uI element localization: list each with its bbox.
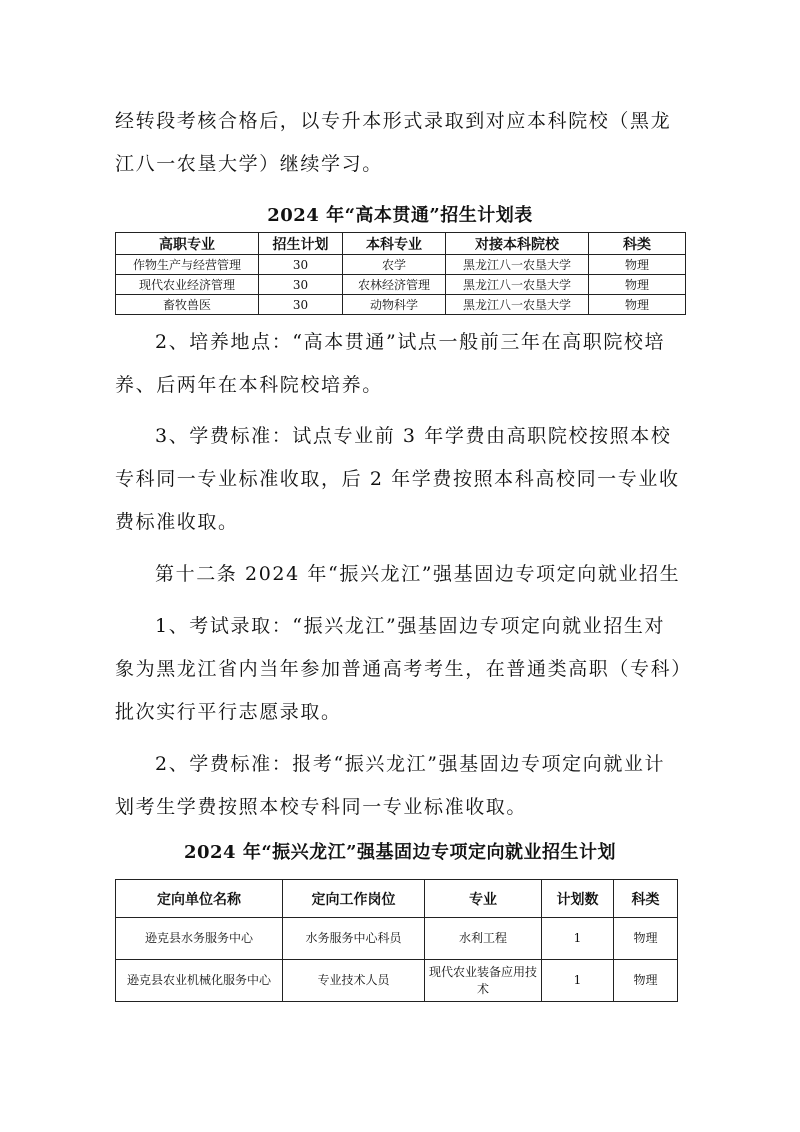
- table-cell: 30: [259, 255, 343, 275]
- table-row: [116, 255, 686, 275]
- header-cell: 对接本科院校: [446, 233, 589, 255]
- paragraph-training-location: 2、培养地点：“高本贯通”试点一般前三年在高职院校培养、后两年在本科院校培养。: [115, 331, 666, 396]
- table-cell: 1: [542, 960, 614, 1002]
- paragraph-exam-admission: 1、考试录取：“振兴龙江”强基固边专项定向就业招生对象为黑龙江省内当年参加普通高考考生，在普通类高职（专科）批次实行平行志愿录取。: [115, 615, 683, 723]
- table-cell: 物理: [589, 275, 686, 295]
- table-cell: 黑龙江八一农垦大学: [446, 295, 589, 315]
- table-cell: 动物科学: [343, 295, 446, 315]
- gaoben-plan-table: [115, 232, 686, 315]
- table-cell: 作物生产与经营管理: [116, 255, 259, 275]
- table-cell: 现代农业装备应用技术: [425, 960, 542, 1002]
- table-cell: 物理: [589, 295, 686, 315]
- table-cell: 农学: [343, 255, 446, 275]
- table-cell: 专业技术人员: [283, 960, 425, 1002]
- paragraph-transfer-study: 经转段考核合格后，以专升本形式录取到对应本科院校（黑龙江八一农垦大学）继续学习。: [115, 110, 672, 175]
- table-cell: 逊克县农业机械化服务中心: [116, 960, 283, 1002]
- table-row: [116, 918, 678, 960]
- table-cell: 30: [259, 275, 343, 295]
- zhenxing-plan-table: [115, 879, 678, 1002]
- table-cell: 物理: [614, 918, 678, 960]
- header-cell: 专业: [425, 880, 542, 918]
- paragraph-tuition-standard: 3、学费标准：试点专业前 3 年学费由高职院校按照本校专科同一专业标准收取，后 2 年学费按照本科高校同一专业收费标准收取。: [115, 425, 680, 533]
- table-cell: 畜牧兽医: [116, 295, 259, 315]
- table-cell: 黑龙江八一农垦大学: [446, 255, 589, 275]
- header-cell: 本科专业: [343, 233, 446, 255]
- table-row: [116, 275, 686, 295]
- table-header-row: [116, 880, 678, 918]
- table-header-row: [116, 233, 686, 255]
- table2-title: 2024 年“振兴龙江”强基固边专项定向就业招生计划: [183, 842, 617, 863]
- header-cell: 计划数: [542, 880, 614, 918]
- table-cell: 水务服务中心科员: [283, 918, 425, 960]
- paragraph-tuition-standard-2: 2、学费标准：报考“振兴龙江”强基固边专项定向就业计划考生学费按照本校专科同一专业标准收取。: [115, 753, 666, 818]
- header-cell: 科类: [614, 880, 678, 918]
- header-cell: 定向单位名称: [116, 880, 283, 918]
- table-cell: 物理: [614, 960, 678, 1002]
- table-cell: 现代农业经济管理: [116, 275, 259, 295]
- table-cell: 水利工程: [425, 918, 542, 960]
- table1-title: 2024 年“高本贯通”招生计划表: [267, 205, 533, 226]
- header-cell: 高职专业: [116, 233, 259, 255]
- table-row: [116, 960, 678, 1002]
- header-cell: 科类: [589, 233, 686, 255]
- header-cell: 定向工作岗位: [283, 880, 425, 918]
- article-twelve-heading: 第十二条 2024 年“振兴龙江”强基固边专项定向就业招生: [155, 563, 681, 585]
- table-row: [116, 295, 686, 315]
- table-cell: 黑龙江八一农垦大学: [446, 275, 589, 295]
- table-cell: 30: [259, 295, 343, 315]
- table-cell: 逊克县水务服务中心: [116, 918, 283, 960]
- table-cell: 1: [542, 918, 614, 960]
- table-cell: 物理: [589, 255, 686, 275]
- header-cell: 招生计划: [259, 233, 343, 255]
- table-cell: 农林经济管理: [343, 275, 446, 295]
